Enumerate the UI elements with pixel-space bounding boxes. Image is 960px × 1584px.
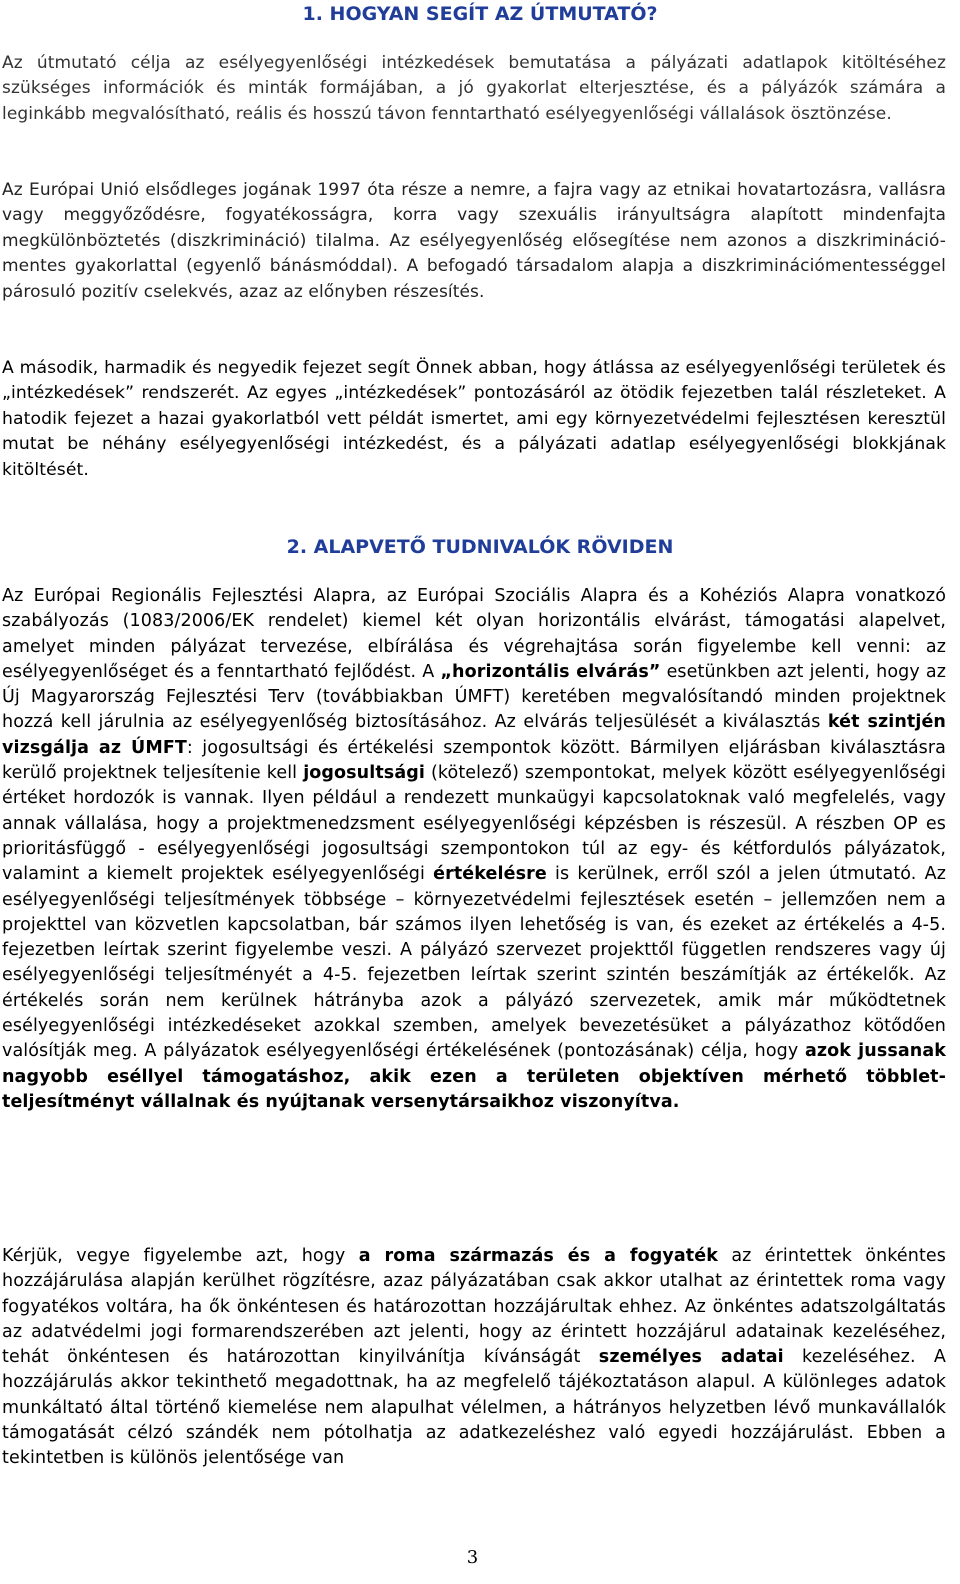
bold-emphasis: „horizontális elvárás”	[440, 661, 661, 682]
bold-emphasis: a roma származás és a fogyaték	[358, 1246, 718, 1266]
paragraph-eu-law: Az Európai Unió elsődleges jogának 1997 óta része a nemre, a fajra vagy az etnikai hovatartozásra, vallásra vagy meggyőződésre, fogyatékosságra, korra vagy szexuális irányultságra alapított mindenfajta megkülönböztetés (diszkrimináció) tilalma. Az esélyegyenlőség elősegítése nem azonos a diszkrimináció-mentes gyakorlattal (egyenlő bánásmóddal). A befogadó társadalom alapja a diszkriminációmentességgel párosuló pozitív cselekvés, azaz az előnyben részesítés.	[2, 180, 946, 302]
section-heading-1: 1. HOGYAN SEGÍT AZ ÚTMUTATÓ?	[302, 3, 658, 25]
paragraph-chapters: A második, harmadik és negyedik fejezet segít Önnek abban, hogy átlássa az esélyegyenlőségi területek és „intézkedések” rendszerét. Az egyes „intézkedések” pontozásáról az ötödik fejezetben talál részleteket. A hatodik fejezet a hazai gyakorlatból vett példát ismertet, ami egy környezetvédelmi fejlesztésen keresztül mutat be néhány esélyegyenlőségi intézkedést, és a pályázati adatlap esélyegyenlőségi blokkjának kitöltését.	[2, 358, 946, 480]
paragraph-horizontal-requirement	[2, 584, 946, 1115]
bold-emphasis: értékelésre	[433, 864, 547, 885]
section-heading-2: 2. ALAPVETŐ TUDNIVALÓK RÖVIDEN	[286, 536, 674, 558]
text-run: Kérjük, vegye figyelembe azt, hogy	[2, 1246, 359, 1266]
text-run: az érintettek önkéntes hozzájárulása alapján kerülhet rögzítésre, azaz pályázatában csak akkor utalhat az érintettek roma vagy fogyatékos voltára, ha ők önkéntesen és határozottan hozzájárultak ehhez. Az önkéntes adatszolgáltatás az adatvédelmi jogi formarendszerében azt jelenti, hogy az érintett hozzájárul adatainak kezeléséhez, tehát önkéntesen és határozottan kinyilvánítja kívánságát	[2, 1246, 947, 1368]
bold-emphasis: azok jussanak nagyobb eséllyel támogatáshoz, akik ezen a területen objektíven mérhető többlet-teljesítményt vállalnak és nyújtanak versenytársaikhoz viszonyítva.	[2, 1041, 946, 1112]
text-run: is kerülnek, erről szól a jelen útmutató. Az esélyegyenlőségi teljesítmények többsége – környezetvédelmi fejlesztések esetén – jellemzően nem a projekttel van közvetlen kapcsolatban, bár számos ilyen lehetőség is van, és ezeket az értékelés a 4-5. fejezetben leírtak szerint figyelembe veszi. A pályázó szervezet projekttől független rendszeres vagy új esélyegyenlőségi teljesítményét a 4-5. fejezetben leírtak szerint szintén beszámítják az értékelők. Az értékelés során nem kerülnek hátrányba azok a pályázó szervezetek, amik már működtetnek esélyegyenlőségi intézkedéseket azokkal szemben, amelyek bevezetésüket a pályázathoz kötődően valósítják meg. A pályázatok esélyegyenlőségi értékelésének (pontozásának) célja, hogy	[2, 864, 946, 1062]
paragraph-purpose: Az útmutató célja az esélyegyenlőségi intézkedések bemutatása a pályázati adatlapok kitöltéséhez szükséges információk és minták formájában, a jó gyakorlat elterjesztése, és a pályázók számára a leginkább megvalósítható, reális és hosszú távon fenntartható esélyegyenlőségi vállalások ösztönzése.	[2, 53, 946, 124]
text-run: esetünkben azt jelenti, hogy az Új Magyarország Fejlesztési Terv (továbbiakban ÚMFT) keretében megvalósítandó minden projektnek hozzá kell járulnia az esélyegyenlőség biztosításához. Az elvárás teljesülését a kiválasztás	[2, 661, 946, 733]
text-run: kezeléséhez. A hozzájárulás akkor tekinthető megadottnak, ha az megfelelő tájékoztatáson alapul. A különleges adatok munkáltató által történő kiemelése nem alapulhat vélelmen, a hátrányos helyzetben lévő munkavállalók támogatását célzó szándék nem pótolhatja az adatkezeléshez való egyedi hozzájárulást. Ebben a tekintetben is különös jelentősége van	[2, 1347, 946, 1469]
text-run: Az Európai Regionális Fejlesztési Alapra, az Európai Szociális Alapra és a Kohéziós Alapra vonatkozó szabályozás (1083/2006/EK rendelet) kiemel két olyan horizontális elvárást, támogatási alapelvet, amelyet minden pályázat tervezése, elbírálása és végrehajtása során figyelembe kell venni: az esélyegyenlőséget és a fenntartható fejlődést. A	[2, 586, 946, 682]
page-number: 3	[466, 1547, 479, 1568]
text-run: : jogosultsági és értékelési szempontok között. Bármilyen eljárásban kiválasztásra kerülő projektnek teljesítenie kell	[2, 737, 946, 784]
text-run: (kötelező) szempontokat, melyek között esélyegyenlőségi értéket hordozók is vannak. Ilyen például a rendezett munkaügyi kapcsolatoknak való megfelelés, vagy annak vállalása, hogy a projektmenedzsment esélyegyenlőségi képzésben is részesül. A részben OP es prioritásfüggő - esélyegyenlőségi jogosultsági szempontokon túl az egy- és kétfordulós pályázatok, valamint a kiemelt projektek esélyegyenlőségi	[2, 763, 946, 885]
bold-emphasis: személyes adatai	[598, 1347, 784, 1368]
bold-emphasis: jogosultsági	[303, 763, 425, 784]
bold-emphasis: két szintjén vizsgálja az ÚMFT	[2, 712, 946, 758]
paragraph-consent	[2, 1244, 946, 1472]
